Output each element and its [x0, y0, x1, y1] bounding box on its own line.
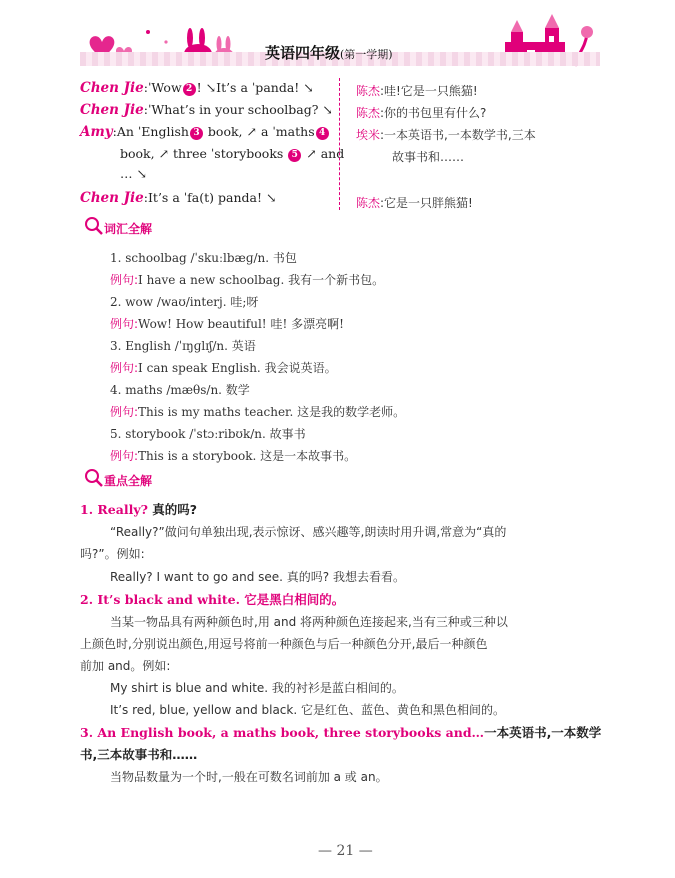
translation-line	[356, 126, 536, 143]
magnifier-icon	[84, 216, 104, 236]
translation-line	[392, 148, 464, 165]
dialogue-text: :It’s a ˈfa(t) panda! ↘	[143, 190, 277, 205]
paragraph-line: 当物品数量为一个时,一般在可数名词前加 a 或 an。	[110, 770, 388, 784]
speaker-name: Chen Jie	[80, 80, 144, 96]
example-label: 例句:	[110, 405, 139, 419]
dialogue-line	[80, 190, 276, 206]
dialogue-line	[120, 146, 344, 162]
keypoint-heading-cn: 真的吗?	[147, 502, 198, 517]
vocab-entry: 2. wow /waʊ/interj. 哇;呀	[110, 295, 259, 309]
example-label: 例句:	[110, 361, 139, 375]
dialogue-line	[120, 166, 147, 181]
example-label: 例句:	[110, 449, 139, 463]
keypoints-section-title: 重点全解	[104, 474, 153, 488]
vocab-example	[110, 315, 344, 332]
keypoint-heading	[80, 500, 197, 518]
translation-speaker: 埃米	[356, 128, 381, 142]
example-sentence: It’s red, blue, yellow and black. 它是红色、蓝色、黄色和黑色相间的。	[110, 703, 505, 717]
keypoint-heading	[80, 723, 601, 741]
keypoint-heading-cn: 书,三本故事书和……	[80, 747, 198, 762]
vocab-entry: 1. schoolbag /ˈskuːlbæɡ/n. 书包	[110, 251, 297, 265]
keypoint-heading	[80, 745, 197, 763]
paragraph-line: 吗?”。例如:	[80, 547, 145, 561]
speaker-name: Chen Jie	[80, 102, 144, 118]
dialogue-text: book, ↗ a ˈmaths	[203, 124, 315, 139]
magnifier-icon	[84, 468, 104, 488]
example-text: This is a storybook. 这是一本故事书。	[138, 449, 357, 463]
vocab-example	[110, 271, 384, 288]
speaker-name: Chen Jie	[80, 190, 144, 206]
example-text: This is my maths teacher. 这是我的数学老师。	[138, 405, 406, 419]
vocab-entry: 3. English /ˈɪŋɡlɪʃ/n. 英语	[110, 339, 256, 353]
translation-text: :一本英语书,一本数学书,三本	[380, 128, 536, 142]
example-text: I can speak English. 我会说英语。	[138, 361, 337, 375]
note-number-badge: 5	[288, 149, 301, 162]
dialogue-text: :ˈWhat’s in your schoolbag? ↘	[143, 102, 333, 117]
vocab-section-title: 词汇全解	[104, 222, 153, 236]
paragraph-line: 当某一物品具有两种颜色时,用 and 将两种颜色连接起来,当有三种或三种以	[110, 615, 508, 629]
paragraph-line: 前加 and。例如:	[80, 659, 171, 673]
dialogue-line	[80, 80, 314, 96]
translation-text: :你的书包里有什么?	[380, 106, 487, 120]
dialogue-text: ! ↘It’s a ˈpanda! ↘	[196, 80, 314, 95]
speaker-name: Amy	[80, 124, 113, 140]
dialogue-text: book, ↗ three ˈstorybooks	[120, 146, 288, 161]
note-number-badge: 3	[190, 127, 203, 140]
vocab-example	[110, 447, 356, 464]
paragraph-line: 上颜色时,分别说出颜色,用逗号将前一种颜色与后一种颜色分开,最后一种颜色	[80, 637, 488, 651]
dialogue-text: :An ˈEnglish	[112, 124, 189, 139]
keypoint-heading-en: 3. An English book, a maths book, three storybooks and…	[80, 725, 485, 740]
translation-text: 故事书和……	[392, 150, 465, 164]
vocab-example	[110, 359, 337, 376]
translation-speaker: 陈杰	[356, 84, 381, 98]
keypoint-heading-en: 1. Really?	[80, 502, 148, 517]
vocab-entry: 5. storybook /ˈstɔːribʊk/n. 故事书	[110, 427, 306, 441]
dialogue-divider	[339, 78, 340, 210]
note-number-badge: 4	[316, 127, 329, 140]
example-sentence: My shirt is blue and white. 我的衬衫是蓝白相间的。	[110, 681, 404, 695]
keypoint-heading: 2. It’s black and white. 它是黑白相间的。	[80, 592, 345, 607]
dialogue-line	[80, 124, 330, 140]
vocab-example	[110, 403, 405, 420]
translation-text: :它是一只胖熊猫!	[380, 196, 473, 210]
translation-speaker: 陈杰	[356, 106, 381, 120]
dialogue-text: :ˈWow	[143, 80, 182, 95]
example-sentence: Really? I want to go and see. 真的吗? 我想去看看。	[110, 570, 405, 584]
keypoint-heading-cn: 一本英语书,一本数学	[484, 725, 602, 740]
page-number: — 21 —	[318, 843, 373, 859]
dialogue-text: ↗ and	[302, 146, 345, 161]
example-text: I have a new schoolbag. 我有一个新书包。	[138, 273, 385, 287]
translation-text: :哇!它是一只熊猫!	[380, 84, 478, 98]
example-label: 例句:	[110, 317, 139, 331]
example-text: Wow! How beautiful! 哇! 多漂亮啊!	[138, 317, 344, 331]
header-title	[265, 42, 393, 63]
example-label: 例句:	[110, 273, 139, 287]
book-subtitle: (第一学期)	[340, 48, 393, 61]
translation-line	[356, 194, 473, 211]
book-title: 英语四年级	[265, 44, 341, 62]
dialogue-text: … ↘	[120, 166, 147, 181]
translation-line	[356, 104, 486, 121]
translation-speaker: 陈杰	[356, 196, 381, 210]
translation-line	[356, 82, 478, 99]
dialogue-line	[80, 102, 333, 118]
note-number-badge: 2	[183, 83, 196, 96]
vocab-entry: 4. maths /mæθs/n. 数学	[110, 383, 250, 397]
paragraph-line: “Really?”做问句单独出现,表示惊讶、感兴趣等,朗读时用升调,常意为“真的	[110, 525, 507, 539]
